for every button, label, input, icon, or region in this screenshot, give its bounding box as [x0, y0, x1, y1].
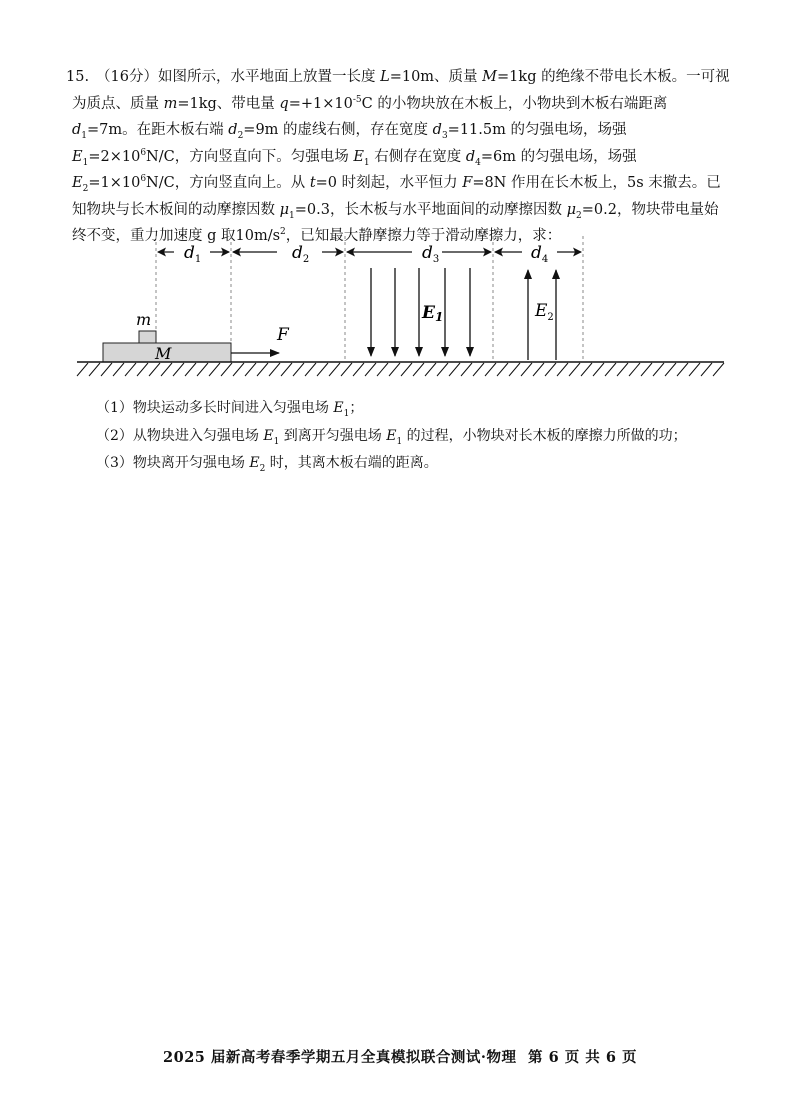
- ground-hatch-mark: [677, 363, 688, 376]
- e1-label: E1: [422, 303, 444, 324]
- ground-hatch-mark: [641, 363, 652, 376]
- ground-hatch-mark: [425, 363, 436, 376]
- F-label: F: [277, 325, 289, 345]
- ground-hatch-mark: [77, 363, 88, 376]
- ground-hatch-mark: [581, 363, 592, 376]
- problem-number: 15.: [66, 69, 90, 85]
- d3-label: $d_3$: [422, 243, 440, 265]
- ground-hatch-mark: [665, 363, 676, 376]
- ground-hatch-mark: [473, 363, 484, 376]
- ground-hatch-mark: [521, 363, 532, 376]
- problem-statement: （16分）如图所示，水平地面上放置一长度 L=10m、质量 M=1kg 的绝缘不带电长木板。一可视为质点、质量 m=1kg、带电量 $q=+1\times 10^{-5}C$ 的小物块放在木板上，小物块到木板右端距离 $d_1=7m$。在距木板右端 $d_2=9m$ 的虚线右侧，存在宽度 $d_3=11.5m$ 的匀强电场，场强 $E_1=2\times 10^6N/C$，方向竖直向下。匀强电场 $E_1$ 右侧存在宽度 $d_4=6m$ 的匀强电场，场强 $E_2=1\times 10^6N/C$，方向竖直向上。从 t=0 时刻起，水平恒力 F=8N 作用在长木板上，5s 末撤去。已知物块与长木板间的动摩擦因数 $\mu_1=0.3$，长木板与水平地面间的动摩擦因数 $\mu_2=0.2$，物块带电量始终不变，重力加速度 g 取$10m/s^2$，已知最大静摩擦力等于滑动摩擦力，求：: [72, 69, 730, 244]
- ground-hatch-mark: [209, 363, 220, 376]
- ground-hatch-mark: [569, 363, 580, 376]
- e2-label: $E_2$: [535, 301, 554, 323]
- ground-hatch-mark: [317, 363, 328, 376]
- ground-hatch-mark: [245, 363, 256, 376]
- field-e1-arrows: [371, 268, 470, 356]
- ground-hatch-mark: [653, 363, 664, 376]
- ground-hatch-mark: [353, 363, 364, 376]
- ground-hatch-mark: [605, 363, 616, 376]
- ground-hatch-mark: [389, 363, 400, 376]
- ground-hatch-mark: [221, 363, 232, 376]
- d1-label: $d_1$: [184, 243, 202, 265]
- question-1: （1）物块运动多长时间进入匀强电场 $E_1$；: [96, 400, 364, 419]
- ground-hatch-mark: [377, 363, 388, 376]
- problem-15: [66, 64, 732, 250]
- ground-hatch-mark: [593, 363, 604, 376]
- m-label: m: [136, 310, 152, 329]
- ground-hatch-mark: [437, 363, 448, 376]
- ground-hatch-mark: [197, 363, 208, 376]
- d4-label: $d_4$: [531, 243, 549, 265]
- d2-label: $d_2$: [292, 243, 310, 265]
- ground-hatch-mark: [713, 363, 724, 376]
- ground-hatch-mark: [689, 363, 700, 376]
- ground-hatch-mark: [509, 363, 520, 376]
- ground-hatch-mark: [185, 363, 196, 376]
- ground-hatch-mark: [617, 363, 628, 376]
- sub-questions: [96, 395, 736, 478]
- ground-hatch-mark: [485, 363, 496, 376]
- ground-hatch-mark: [497, 363, 508, 376]
- small-block-m: [139, 331, 156, 343]
- ground-hatch-mark: [293, 363, 304, 376]
- ground-hatch-mark: [449, 363, 460, 376]
- page-number: 第 6 页 共 6 页: [528, 1049, 637, 1066]
- ground-hatch-mark: [113, 363, 124, 376]
- ground-hatch-mark: [161, 363, 172, 376]
- ground-hatch-mark: [365, 363, 376, 376]
- ground-hatch-mark: [701, 363, 712, 376]
- ground-hatch-mark: [269, 363, 280, 376]
- exam-title: 2025 届新高考春季学期五月全真模拟联合测试·物理: [163, 1049, 517, 1066]
- M-label: M: [155, 344, 172, 363]
- ground-hatch-mark: [401, 363, 412, 376]
- question-2: （2）从物块进入匀强电场 $E_1$ 到离开匀强电场 $E_1$ 的过程，小物块对长木板的摩擦力所做的功；: [96, 427, 687, 447]
- ground-hatch-mark: [137, 363, 148, 376]
- question-3: （3）物块离开匀强电场 $E_2$ 时，其离木板右端的距离。: [96, 455, 438, 474]
- ground-hatch-mark: [413, 363, 424, 376]
- problem-figure: [72, 232, 732, 382]
- ground-hatch-mark: [101, 363, 112, 376]
- ground-hatch-mark: [149, 363, 160, 376]
- ground-hatch-mark: [545, 363, 556, 376]
- ground: [77, 362, 724, 376]
- ground-hatch-mark: [533, 363, 544, 376]
- ground-hatch-mark: [305, 363, 316, 376]
- ground-hatch-mark: [557, 363, 568, 376]
- ground-hatch-mark: [89, 363, 100, 376]
- ground-hatch-mark: [629, 363, 640, 376]
- ground-hatch-mark: [125, 363, 136, 376]
- ground-hatch-mark: [461, 363, 472, 376]
- page-footer: [0, 1046, 800, 1067]
- ground-hatch-mark: [233, 363, 244, 376]
- ground-hatch-mark: [257, 363, 268, 376]
- ground-hatch-mark: [173, 363, 184, 376]
- ground-hatch-mark: [341, 363, 352, 376]
- ground-hatch-mark: [281, 363, 292, 376]
- ground-hatch-mark: [329, 363, 340, 376]
